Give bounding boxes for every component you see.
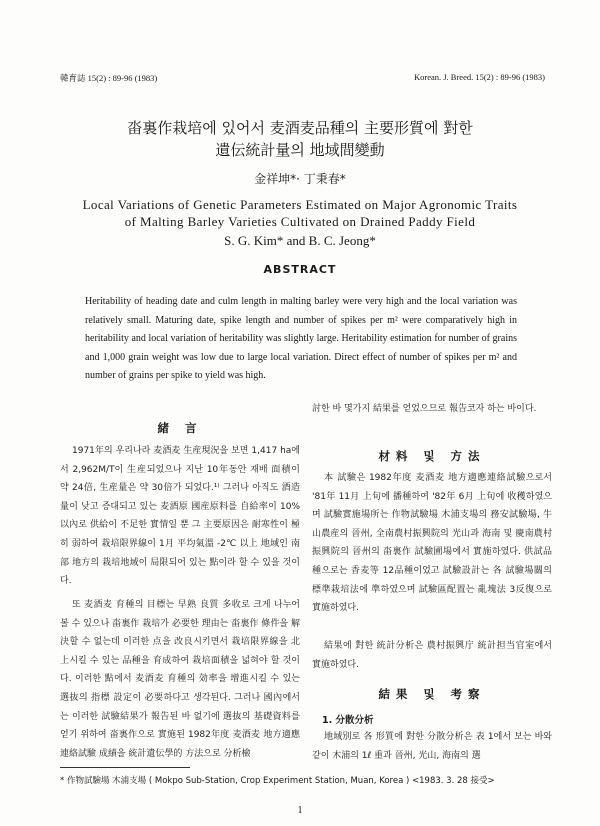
results-subheading: 1. 分散分析 [322,715,374,726]
title-ko-line1: 畓裏作栽培에 있어서 麦酒麦品種의 主要形質에 對한 [127,119,473,137]
methods-paragraph-2: 結果에 對한 統計分析은 農村振興庁 統計担当官室에서 實施하였다. [312,641,552,670]
abstract-heading: ABSTRACT [263,263,337,276]
footnote: * 作物試驗場 木浦支場 ( Mokpo Sub-Station, Crop Experiment Station, Muan, Korea ) <1983. 3. 28 接受> [60,776,495,786]
title-ko-line2: 遺伝統計量의 地域間變動 [215,141,385,159]
intro-paragraph-1: 1971年의 우리나라 麦酒麦 生産現況을 보면 1,417 ha에서 2,962M/T이 生産되었으나 지난 10年동안 재배 面積이 약 24倍, 生産量은 약 30倍가 되었다.¹⁾ 그러나 아직도 酒造量이 낮고 증대되고 있는 麦酒原 國産原料를 自給率이 10%以內로 供給이 不足한 實情일 뿐 그 主要原因은 耐寒性이 極히 弱하여 栽培限界線이 1月 平均氣溫 -2℃ 以上 地域인 南部 地方의 栽培地域이 局限되어 있는 點이라 할 수 있을 것이다. [60,446,300,587]
title-en-line2: of Malting Barley Varieties Cultivated on Drained Paddy Field [124,214,476,229]
intro-paragraph-continued: 討한 바 몇가지 結果를 얻었으므로 報告코자 하는 바이다. [312,404,537,414]
footnote-rule [60,767,190,768]
intro-heading: 緒 言 [157,421,203,435]
title-en-line1: Local Variations of Genetic Parameters Estimated on Major Agronomic Traits [82,197,518,212]
authors-ko: 金祥坤*· 丁秉春* [254,172,346,186]
results-heading: 結果 및 考察 [378,687,486,701]
abstract-body: Heritability of heading date and culm length in malting barley were very high and the local variation was relatively small. Maturing date, spike length and number of spikes per m² were comparatively high in heritability and local variation of heritability was slightly large. Heritability estimation for number of grains and 1,000 grain weight was low due to large local variation. Direct effect of number of spikes per m² and number of grains per spike to yield was high. [85,296,517,381]
results-paragraph-1: 地域別로 各 形質에 對한 分散分析은 表 1에서 보는 바와 같이 木浦의 1ℓ 重과 晉州, 光山, 海南의 選 [312,732,552,761]
intro-paragraph-2: 또 麦酒麦 育種의 目標는 早熟 良質 多收로 크게 나누어 볼 수 있으나 畓裏作 栽培가 必要한 理由는 畓裏作 條件을 解決할 수 없는데 이러한 点을 改良시키면서 栽培限界線을 北上시킬 수 있는 品種을 育成하여 栽培面積을 넓혀야 할 것이다. 이러한 點에서 麦酒麦 育種의 効率을 增進시킬 수 있는 選抜의 指標 設定이 必要하다고 생각된다. 그러나 國內에서는 이러한 試驗結果가 報告된 바 없기에 選抜의 基礎資料를 얻기 위하여 畓裏作으로 實施된 1982年度 麦酒麦 地方適應連絡試驗 成績을 統計遺伝學的 方法으로 分析檢 [60,600,300,759]
page-number: 1 [297,805,303,816]
methods-heading: 材料 및 方法 [378,449,486,463]
journal-citation-ko: 韓育誌 15(2) : 89-96 (1983) [60,73,158,83]
journal-citation-en: Korean. J. Breed. 15(2) : 89-96 (1983) [413,72,545,82]
methods-paragraph-1: 本 試驗은 1982年度 麦酒麦 地方適應連絡試驗으로서 '81年 11月 上旬에 播種하여 '82年 6月 上旬에 收穫하였으며 試驗實施場所는 作物試驗場 木浦支場의 務安試驗場, 牛山農産의 晉州, 全南農村振興院의 光山과 海南 및 慶南農村振興院의 晉州의 畓裏作 試驗圃場에서 實施하였다. 供試品種으로는 香麦等 12品種이었고 試驗設計는 各 試驗場關의 標準栽培法에 準하였으며 試驗區配置는 亂塊法 3反復으로 實施하였다. [312,473,552,614]
authors-en: S. G. Kim* and B. C. Jeong* [224,233,376,248]
